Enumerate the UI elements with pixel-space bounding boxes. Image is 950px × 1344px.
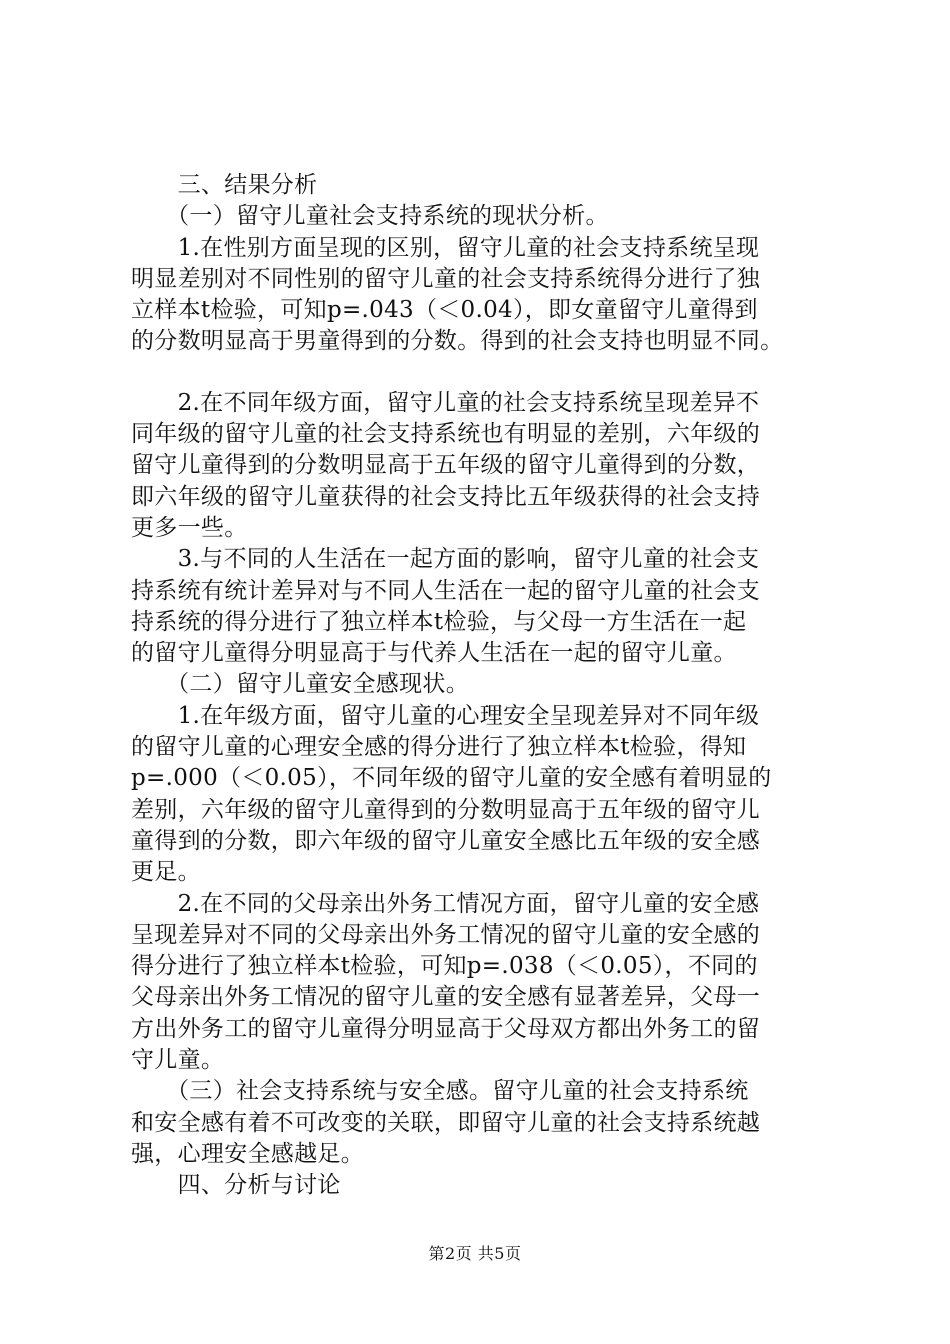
paragraph-line: 差别，六年级的留守儿童得到的分数明显高于五年级的留守儿	[131, 796, 761, 823]
paragraph-line: 呈现差异对不同的父母亲出外务工情况的留守儿童的安全感的	[131, 921, 761, 948]
paragraph-line: 同年级的留守儿童的社会支持系统也有明显的差别，六年级的	[131, 421, 761, 448]
paragraph-line: 立样本t检验，可知p=.043（＜0.04），即女童留守儿童得到	[131, 297, 758, 324]
paragraph-line: 的分数明显高于男童得到的分数。得到的社会支持也明显不同。	[131, 328, 784, 355]
page-number: 第2页 共5页	[428, 1244, 522, 1263]
paragraph-line: 守儿童。	[131, 1047, 225, 1074]
paragraph-line: 持系统有统计差异对与不同人生活在一起的留守儿童的社会支	[131, 577, 761, 604]
paragraph-line: 强，心理安全感越足。	[131, 1140, 364, 1167]
paragraph-line: 得分进行了独立样本t检验，可知p=.038（＜0.05），不同的	[131, 953, 758, 980]
paragraph-line: 2.在不同年级方面，留守儿童的社会支持系统呈现差异不	[131, 389, 760, 416]
paragraph-line: 1.在性别方面呈现的区别，留守儿童的社会支持系统呈现	[131, 234, 760, 261]
paragraph-line: p=.000（＜0.05），不同年级的留守儿童的安全感有着明显的	[131, 765, 772, 792]
paragraph-line: 的留守儿童得分明显高于与代养人生活在一起的留守儿童。	[131, 640, 737, 667]
paragraph-line: 即六年级的留守儿童获得的社会支持比五年级获得的社会支持	[131, 483, 761, 510]
paragraph-line: 方出外务工的留守儿童得分明显高于父母双方都出外务工的留	[131, 1015, 761, 1042]
blank-line	[131, 358, 831, 388]
page-footer	[0, 1242, 950, 1266]
paragraph-line: 3.与不同的人生活在一起方面的影响，留守儿童的社会支	[131, 546, 760, 573]
paragraph-line: 明显差别对不同性别的留守儿童的社会支持系统得分进行了独	[131, 265, 761, 292]
document-body	[131, 170, 831, 1202]
paragraph-line: 童得到的分数，即六年级的留守儿童安全感比五年级的安全感	[131, 827, 761, 854]
paragraph-line: 1.在年级方面，留守儿童的心理安全呈现差异对不同年级	[131, 702, 760, 729]
subsection-heading: （一）留守儿童社会支持系统的现状分析。	[131, 203, 609, 230]
paragraph-line: 的留守儿童的心理安全感的得分进行了独立样本t检验，得知	[131, 734, 747, 761]
subsection-heading: （三）社会支持系统与安全感。留守儿童的社会支持系统	[131, 1078, 749, 1105]
paragraph-line: 和安全感有着不可改变的关联，即留守儿童的社会支持系统越	[131, 1109, 761, 1136]
paragraph-line: 更多一些。	[131, 514, 248, 541]
subsection-heading: （二）留守儿童安全感现状。	[131, 671, 469, 698]
paragraph-line: 留守儿童得到的分数明显高于五年级的留守儿童得到的分数，	[131, 452, 761, 479]
section-heading: 四、分析与讨论	[131, 1172, 341, 1199]
paragraph-line: 2.在不同的父母亲出外务工情况方面，留守儿童的安全感	[131, 890, 760, 917]
section-heading: 三、结果分析	[131, 172, 318, 198]
paragraph-line: 持系统的得分进行了独立样本t检验，与父母一方生活在一起	[131, 608, 747, 635]
paragraph-line: 父母亲出外务工情况的留守儿童的安全感有显著差异，父母一	[131, 984, 761, 1011]
paragraph-line: 更足。	[131, 859, 201, 886]
